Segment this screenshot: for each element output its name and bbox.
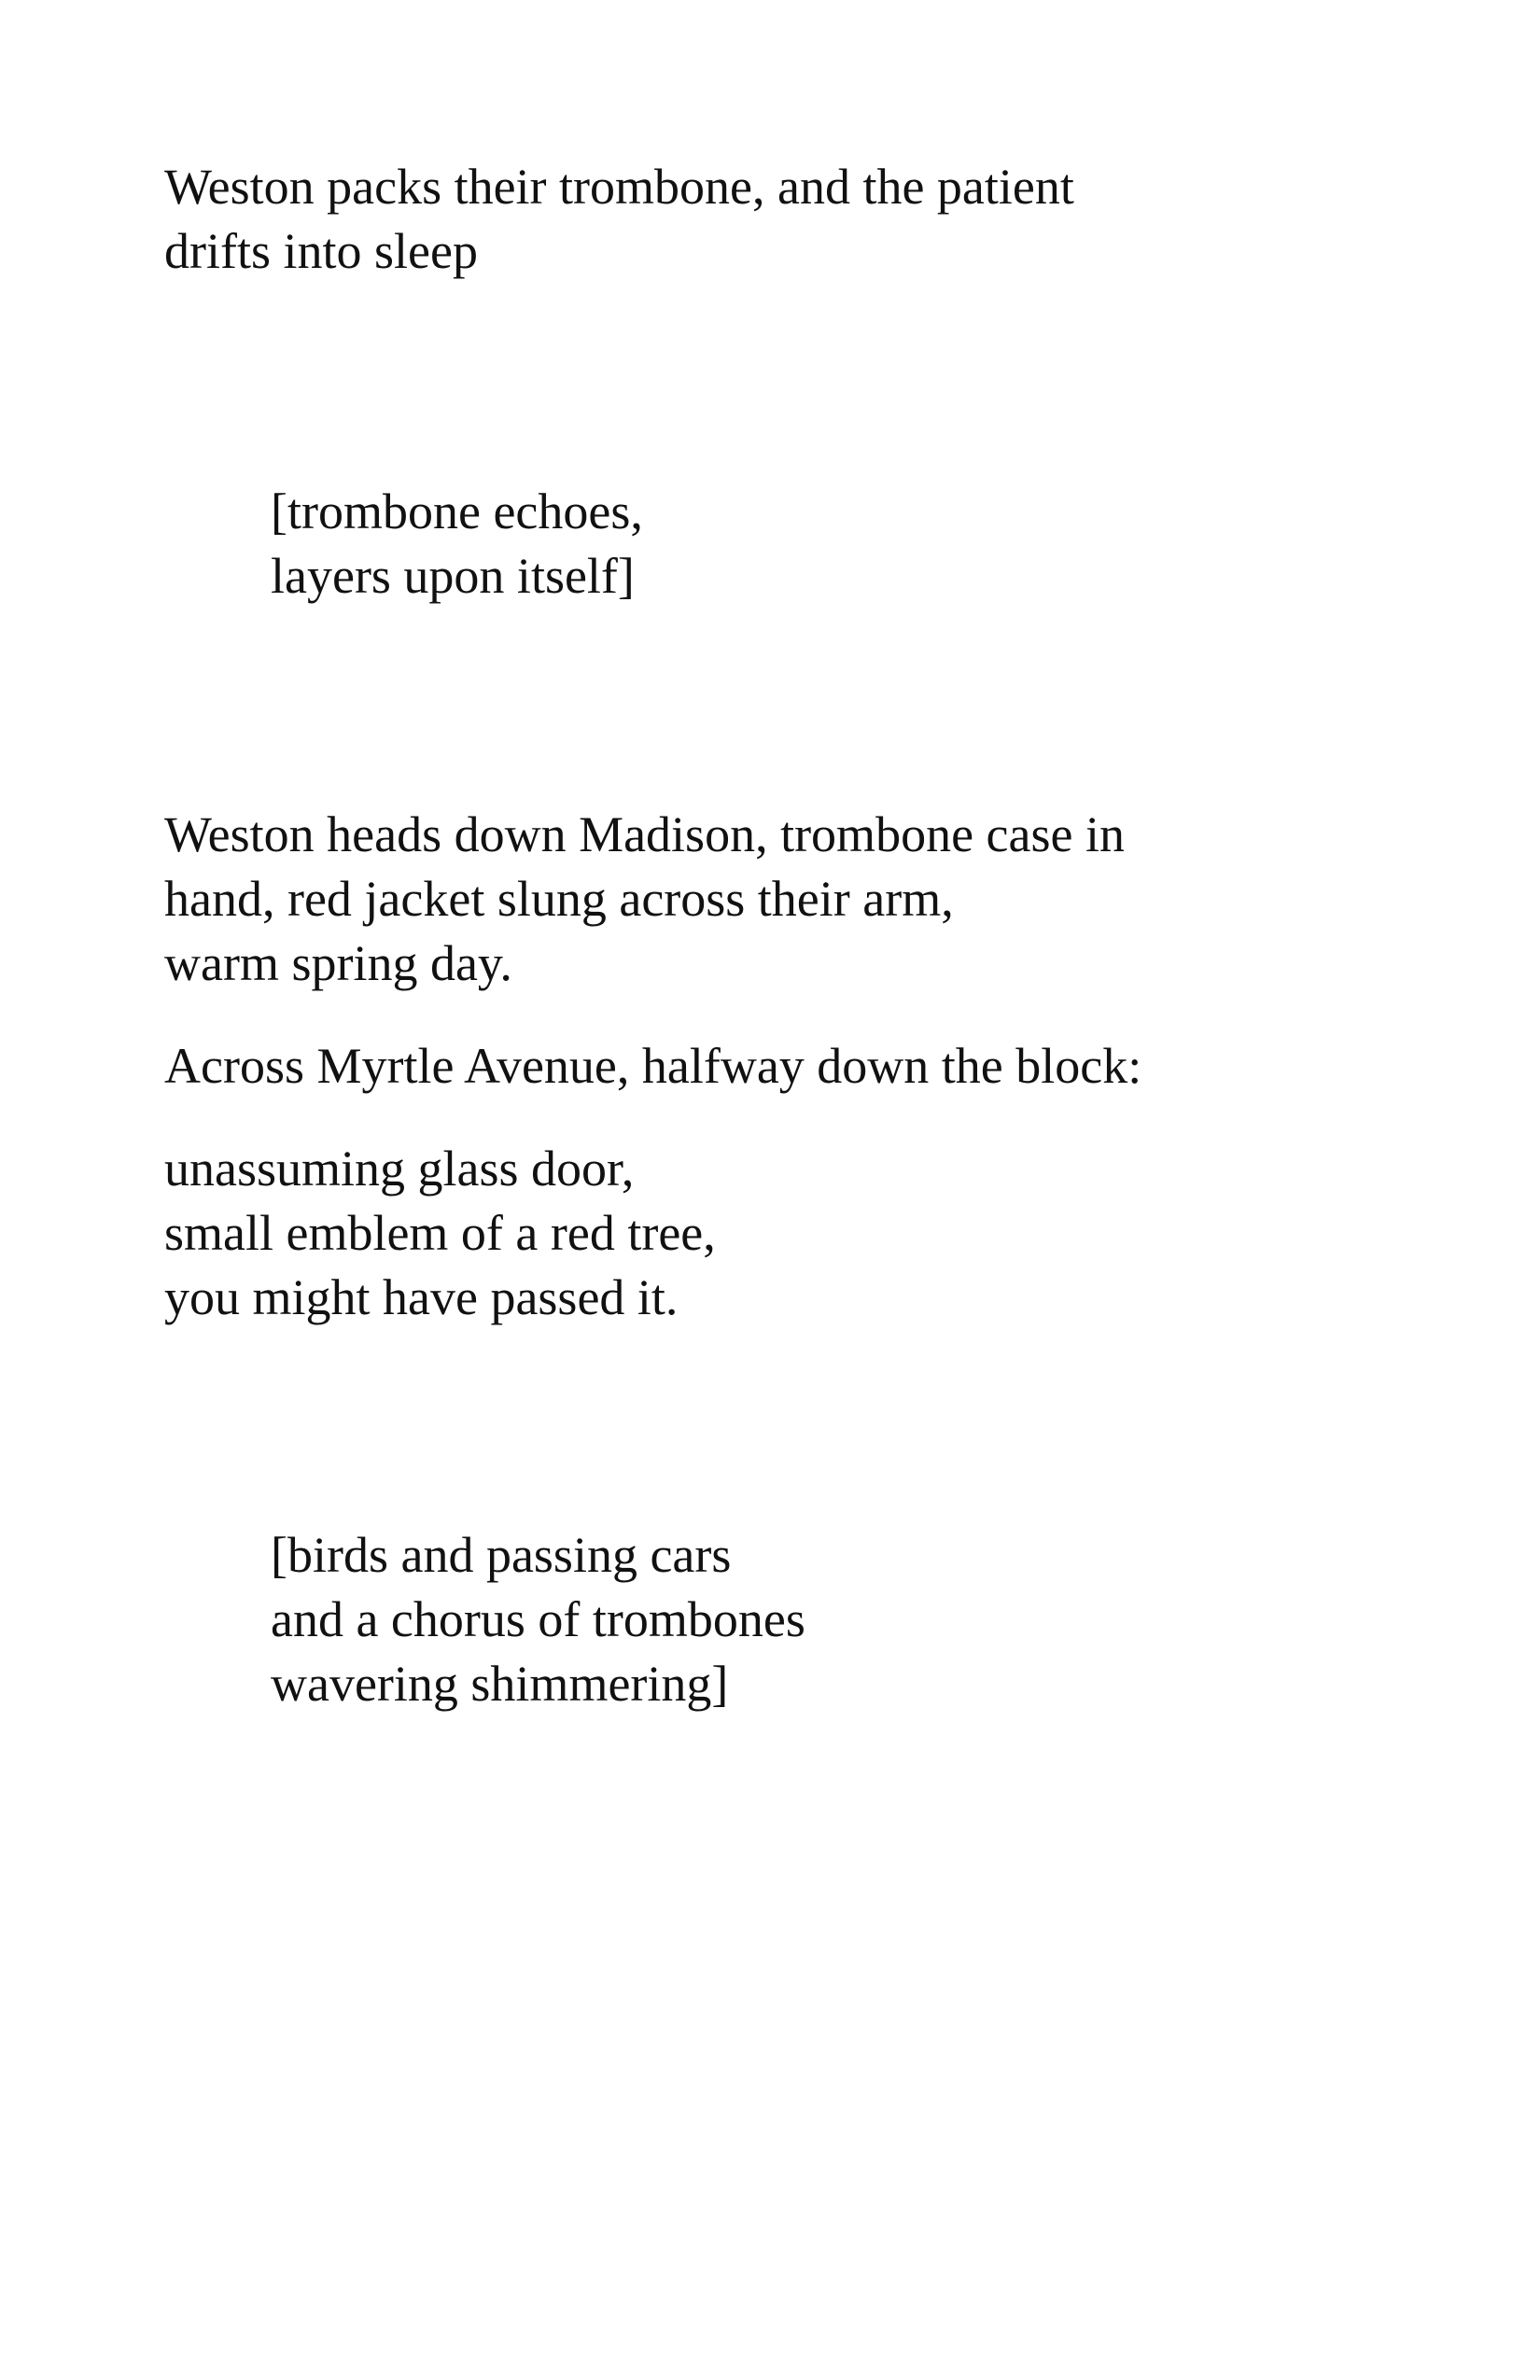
paragraph-glass-door: [164, 1137, 716, 1330]
text-line: unassuming glass door,: [164, 1141, 635, 1197]
paragraph-across-myrtle: [164, 1034, 1141, 1099]
text-line: Across Myrtle Avenue, halfway down the block:: [164, 1038, 1142, 1094]
text-line: Weston heads down Madison, trombone case in: [164, 806, 1125, 862]
stage-cue-birds-and-cars: [271, 1523, 805, 1716]
text-line: [birds and passing cars: [271, 1527, 732, 1583]
text-line: layers upon itself]: [271, 548, 635, 604]
text-line: hand, red jacket slung across their arm,: [164, 871, 954, 927]
stage-cue-trombone-echoes: [271, 480, 643, 609]
text-line: drifts into sleep: [164, 223, 478, 279]
text-line: [trombone echoes,: [271, 483, 643, 539]
text-line: wavering shimmering]: [271, 1656, 729, 1712]
text-line: warm spring day.: [164, 935, 512, 991]
paragraph-weston-packs: [164, 155, 1074, 284]
text-line: small emblem of a red tree,: [164, 1205, 716, 1261]
paragraph-weston-heads-down: [164, 803, 1125, 996]
text-line: you might have passed it.: [164, 1269, 679, 1325]
text-line: Weston packs their trombone, and the patient: [164, 159, 1074, 215]
text-line: and a chorus of trombones: [271, 1591, 805, 1647]
